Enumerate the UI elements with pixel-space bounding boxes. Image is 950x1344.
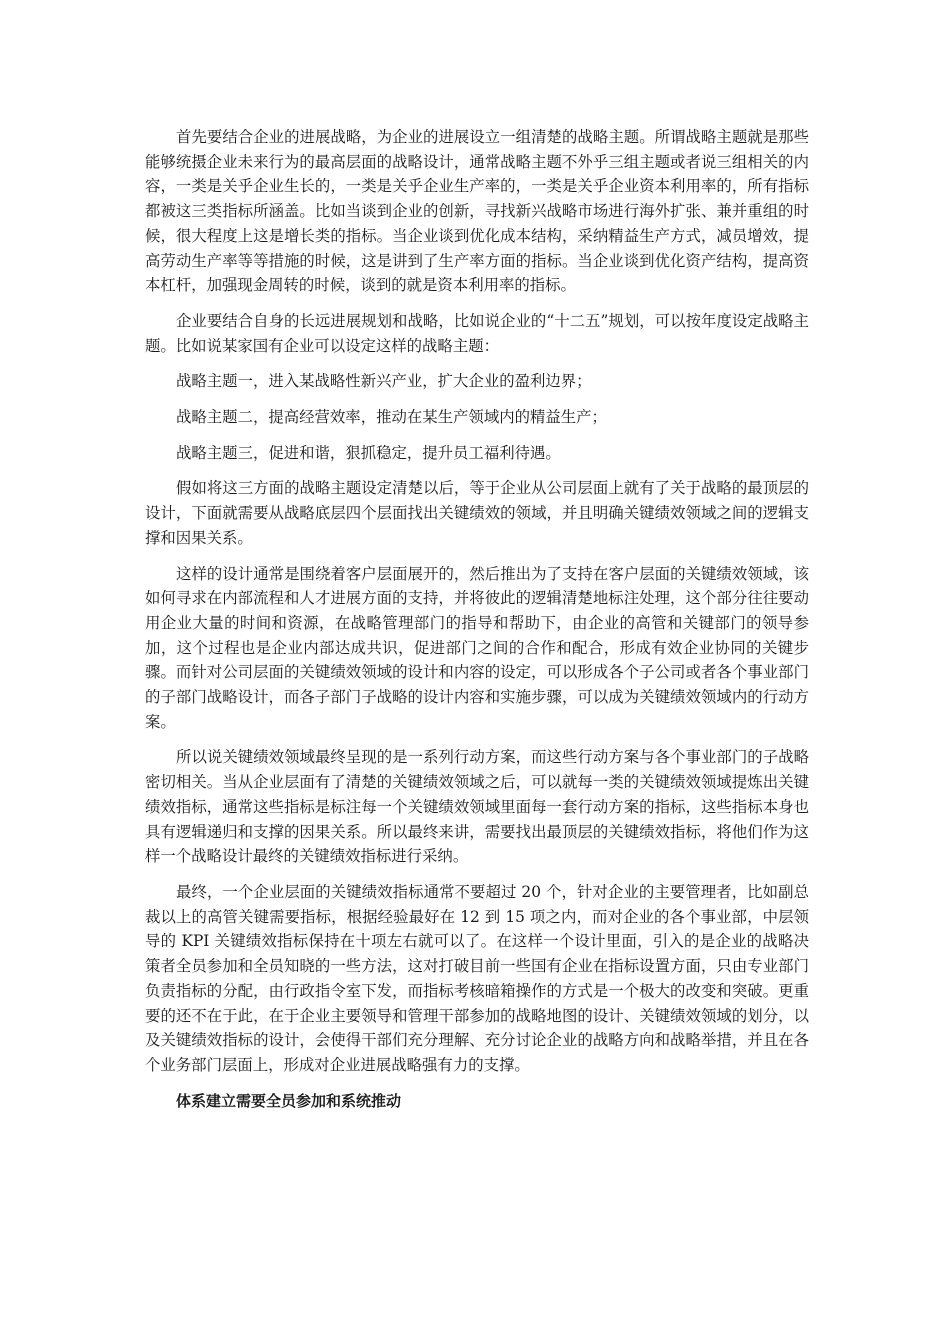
- paragraph-theme-one: 战略主题一，进入某战略性新兴产业，扩大企业的盈利边界；: [176, 372, 592, 391]
- paragraph-annual-themes: 企业要结合自身的长远进展规划和战略，比如说企业的“十二五”规划，可以按年度设定战略主题。比如说某家国有企业可以设定这样的战略主题：: [145, 311, 809, 355]
- paragraph-kpi-count: 最终，一个企业层面的关键绩效指标通常不要超过 20 个，针对企业的主要管理者，比如副总裁以上的高管关键需要指标，根据经验最好在 12 到 15 项之内，而对企业的各个事业部，中层领导的 KPI 关键绩效指标保持在十项左右就可以了。在这样一个设计里面，引入的是企业的战略决策者全员参加和全员知晓的一些方法，这对打破目前一些国有企业在指标设置方面，只由专业部门负责指标的分配，由行政指令室下发，而指标考核暗箱操作的方式是一个极大的改变和突破。更重要的还不在于此，在于企业主要领导和管理干部参加的战略地图的设计、关键绩效领域的划分，以及关键绩效指标的设计，会使得干部们充分理解、充分讨论企业的战略方向和战略举措，并且在各个业务部门层面上，形成对企业进展战略强有力的支撑。: [145, 882, 809, 1074]
- section-heading: 体系建立需要全员参加和系统推动: [176, 1091, 402, 1110]
- paragraph-strategic-themes: 首先要结合企业的进展战略，为企业的进展设立一组清楚的战略主题。所谓战略主题就是那些能够统摄企业未来行为的最高层面的战略设计，通常战略主题不外乎三组主题或者说三组相关的内容，一类是关乎企业生长的，一类是关乎企业生产率的，一类是关乎企业资本利用率的，所有指标都被这三类指标所涵盖。比如当谈到企业的创新，寻找新兴战略市场进行海外扩张、兼并重组的时候，很大程度上这是增长类的指标。当企业谈到优化成本结构，采纳精益生产方式，减员增效，提高劳动生产率等等措施的时候，这是讲到了生产率方面的指标。当企业谈到优化资产结构，提高资本杠杆，加强现金周转的时候，谈到的就是资本利用率的指标。: [145, 128, 809, 295]
- paragraph-top-level-design: 假如将这三方面的战略主题设定清楚以后，等于企业从公司层面上就有了关于战略的最顶层的设计，下面就需要从战略底层四个层面找出关键绩效的领域，并且明确关键绩效领域之间的逻辑支撑和因果关系。: [145, 479, 809, 547]
- paragraph-theme-two: 战略主题二，提高经营效率，推动在某生产领域内的精益生产；: [176, 408, 607, 427]
- paragraph-theme-three: 战略主题三，促进和谐，狠抓稳定，提升员工福利待遇。: [176, 443, 561, 462]
- paragraph-action-plans: 所以说关键绩效领域最终呈现的是一系列行动方案，而这些行动方案与各个事业部门的子战略密切相关。当从企业层面有了清楚的关键绩效领域之后，可以就每一类的关键绩效领域提炼出关键绩效指标，通常这些指标是标注每一个关键绩效领域里面每一套行动方案的指标，这些指标本身也具有逻辑递归和支撑的因果关系。所以最终来讲，需要找出最顶层的关键绩效指标，将他们作为这样一个战略设计最终的关键绩效指标进行采纳。: [145, 748, 809, 866]
- paragraph-customer-level-design: 这样的设计通常是围绕着客户层面展开的，然后推出为了支持在客户层面的关键绩效领域，该如何寻求在内部流程和人才进展方面的支持，并将彼此的逻辑清楚地标注处理，这个部分往往要动用企业大量的时间和资源，在战略管理部门的指导和帮助下，由企业的高管和关键部门的领导参加，这个过程也是企业内部达成共识，促进部门之间的合作和配合，形成有效企业协同的关键步骤。而针对公司层面的关键绩效领域的设计和内容的设定，可以形成各个子公司或者各个事业部门的子部门战略设计，而各子部门子战略的设计内容和实施步骤，可以成为关键绩效领域内的行动方案。: [145, 564, 809, 731]
- document-body: [145, 125, 809, 1124]
